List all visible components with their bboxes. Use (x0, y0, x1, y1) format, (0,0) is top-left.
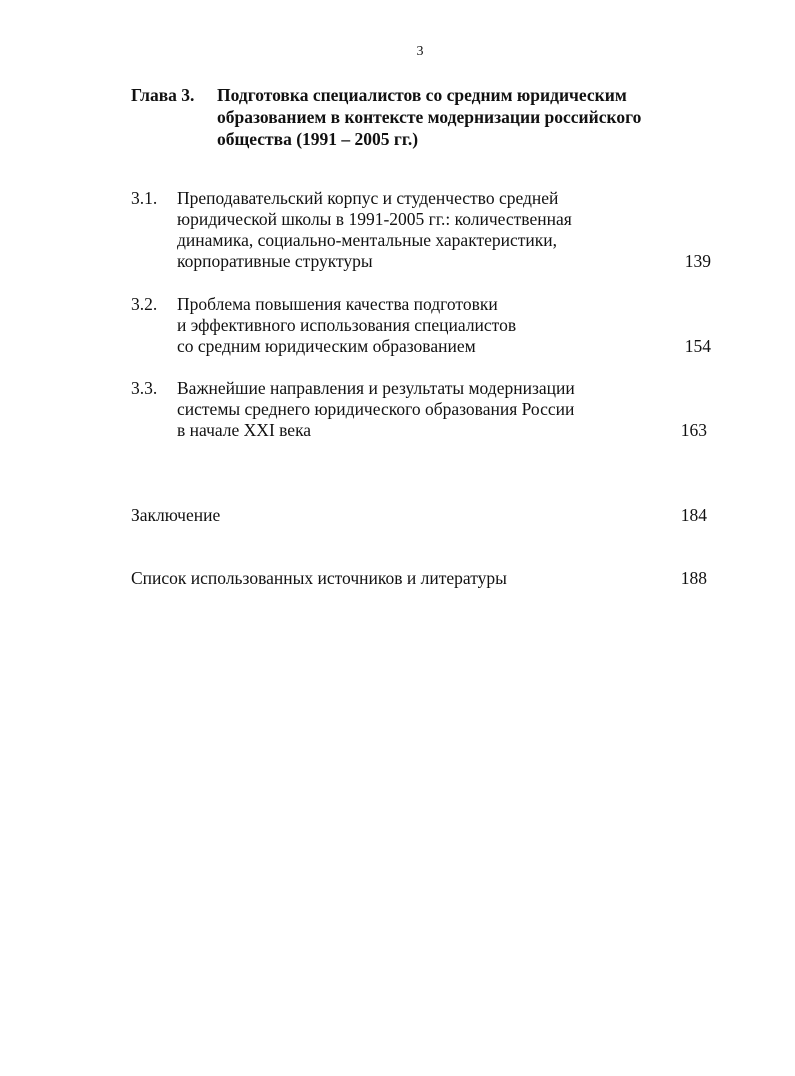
section-title-line: юридической школы в 1991-2005 гг.: количественная (177, 209, 572, 229)
section-title-line: в начале XXI века (177, 420, 312, 440)
section-title-line: динамика, социально-ментальные характеристики, (177, 230, 558, 250)
section-title-line: Преподавательский корпус и студенчество средней (177, 188, 559, 208)
page-number: 3 (416, 44, 424, 59)
chapter-title-line: Подготовка специалистов со средним юридическим (217, 85, 627, 105)
bibliography-label: Список использованных источников и литературы (131, 568, 507, 588)
section-title (177, 378, 575, 441)
section-page-number: 154 (684, 336, 711, 356)
conclusion-page-number: 184 (680, 505, 707, 525)
section-title (177, 188, 572, 272)
toc-bibliography (131, 568, 707, 589)
section-title-line: корпоративные структуры (177, 251, 373, 271)
section-number: 3.2. (131, 294, 158, 314)
chapter-title-line: общества (1991 – 2005 гг.) (217, 129, 419, 149)
section-page-number: 163 (680, 420, 707, 440)
section-title-line: Проблема повышения качества подготовки (177, 294, 498, 314)
chapter-title-line: образованием в контексте модернизации российского (217, 107, 642, 127)
toc-conclusion (131, 505, 707, 526)
chapter-title (217, 84, 641, 150)
section-number: 3.1. (131, 188, 158, 208)
section-title-line: и эффективного использования специалистов (177, 315, 517, 335)
section-title (177, 294, 516, 357)
section-title-line: системы среднего юридического образования России (177, 399, 575, 419)
section-title-line: со средним юридическим образованием (177, 336, 476, 356)
chapter-label: Глава 3. (131, 85, 195, 105)
section-page-number: 139 (684, 251, 711, 271)
section-title-line: Важнейшие направления и результаты модернизации (177, 378, 575, 398)
section-number: 3.3. (131, 378, 158, 398)
conclusion-label: Заключение (131, 505, 221, 525)
bibliography-page-number: 188 (680, 568, 707, 588)
